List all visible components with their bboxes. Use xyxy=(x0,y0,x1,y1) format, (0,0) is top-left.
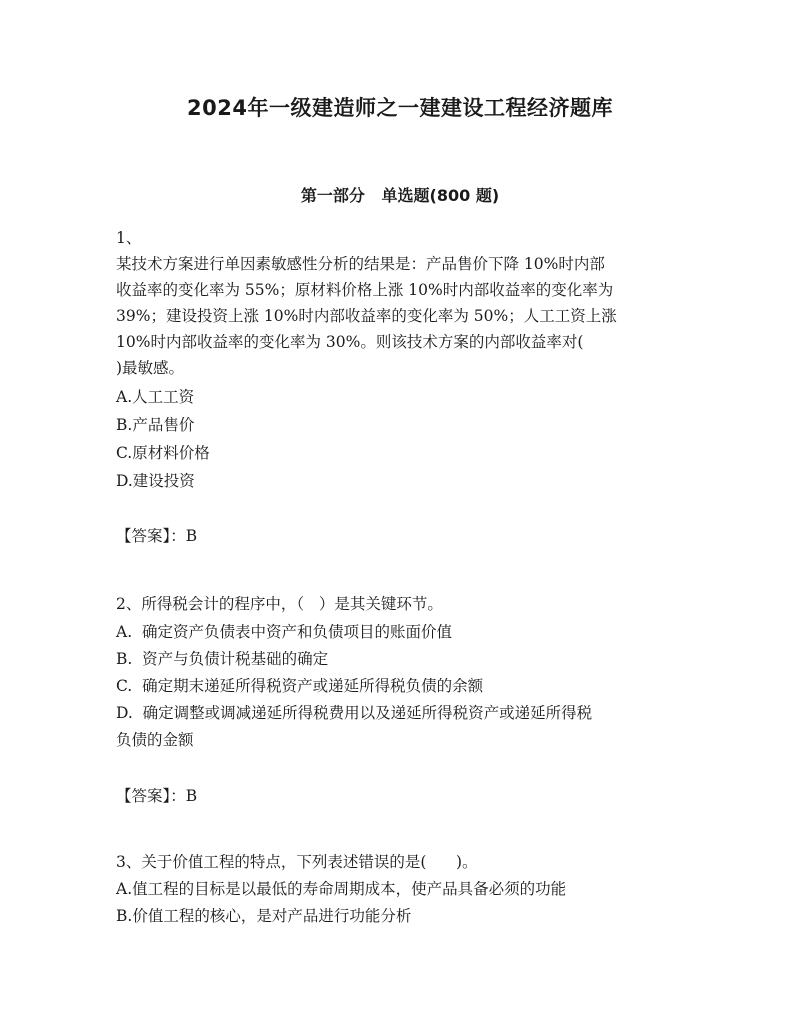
question-stem-line: 39%；建设投资上涨 10%时内部收益率的变化率为 50%；人工工资上涨 xyxy=(116,307,617,325)
option-a: A.值工程的目标是以最低的寿命周期成本，使产品具备必须的功能 xyxy=(116,880,567,898)
question-stem-line: 10%时内部收益率的变化率为 30%。则该技术方案的内部收益率对( xyxy=(116,333,584,351)
option-c: C. 确定期末递延所得税资产或递延所得税负债的余额 xyxy=(116,677,484,695)
option-d: D. 确定调整或调减递延所得税费用以及递延所得税资产或递延所得税 xyxy=(116,704,593,722)
question-stem-line: 3、关于价值工程的特点，下列表述错误的是( )。 xyxy=(116,853,478,871)
option-d-continued: 负债的金额 xyxy=(116,731,194,749)
option-b: B.价值工程的核心，是对产品进行功能分析 xyxy=(116,907,412,925)
question-stem-line: )最敏感。 xyxy=(116,359,185,377)
option-a: A. 确定资产负债表中资产和负债项目的账面价值 xyxy=(116,623,452,641)
option-d: D.建设投资 xyxy=(116,472,195,490)
option-b: B. 资产与负债计税基础的确定 xyxy=(116,650,329,668)
answer-line: 【答案】：B xyxy=(116,787,198,805)
question-number: 1、 xyxy=(116,229,142,247)
option-b: B.产品售价 xyxy=(116,416,195,434)
section-heading: 第一部分 单选题(800 题) xyxy=(300,186,500,205)
option-a: A.人工工资 xyxy=(116,388,195,406)
option-c: C.原材料价格 xyxy=(116,444,210,462)
answer-line: 【答案】：B xyxy=(116,527,198,545)
question-stem-line: 2、所得税会计的程序中，（ ）是其关键环节。 xyxy=(116,595,443,613)
question-stem-line: 某技术方案进行单因素敏感性分析的结果是：产品售价下降 10%时内部 xyxy=(116,255,605,273)
question-stem-line: 收益率的变化率为 55%；原材料价格上涨 10%时内部收益率的变化率为 xyxy=(116,281,614,299)
document-title: 2024年一级建造师之一建建设工程经济题库 xyxy=(187,96,613,120)
